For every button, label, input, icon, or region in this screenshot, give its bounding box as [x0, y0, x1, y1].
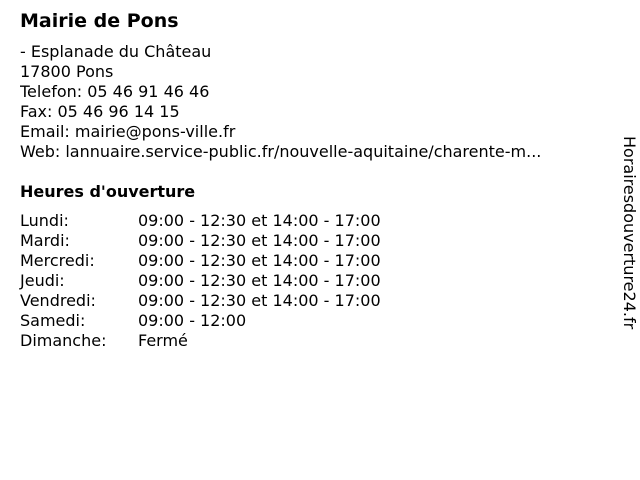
hours-row-tuesday [20, 231, 381, 251]
day-hours: 09:00 - 12:30 et 14:00 - 17:00 [138, 271, 381, 290]
hours-row-monday [20, 211, 381, 231]
fax-line: Fax: 05 46 96 14 15 [20, 102, 180, 121]
day-label: Lundi: [20, 211, 69, 230]
place-title: Mairie de Pons [20, 10, 179, 32]
address-block [20, 42, 610, 162]
hours-row-sunday [20, 331, 381, 351]
day-label: Samedi: [20, 311, 86, 330]
opening-hours-table [20, 211, 381, 351]
day-label: Dimanche: [20, 331, 107, 350]
web-line[interactable]: Web: lannuaire.service-public.fr/nouvelle-aquitaine/charente-m... [20, 142, 542, 161]
day-hours: 09:00 - 12:30 et 14:00 - 17:00 [138, 291, 381, 310]
day-hours: 09:00 - 12:30 et 14:00 - 17:00 [138, 231, 381, 250]
day-label: Jeudi: [20, 271, 65, 290]
day-hours: Fermé [138, 331, 188, 350]
opening-hours-heading: Heures d'ouverture [20, 182, 196, 201]
day-label: Mercredi: [20, 251, 95, 270]
email-line[interactable]: Email: mairie@pons-ville.fr [20, 122, 236, 141]
hours-row-friday [20, 291, 381, 311]
postal-city: 17800 Pons [20, 62, 114, 81]
street-address: - Esplanade du Château [20, 42, 212, 61]
hours-row-thursday [20, 271, 381, 291]
day-hours: 09:00 - 12:00 [138, 311, 247, 330]
day-hours: 09:00 - 12:30 et 14:00 - 17:00 [138, 251, 381, 270]
day-label: Mardi: [20, 231, 70, 250]
hours-row-wednesday [20, 251, 381, 271]
place-card [20, 8, 610, 351]
phone-line[interactable]: Telefon: 05 46 91 46 46 [20, 82, 210, 101]
hours-row-saturday [20, 311, 381, 331]
day-label: Vendredi: [20, 291, 96, 310]
day-hours: 09:00 - 12:30 et 14:00 - 17:00 [138, 211, 381, 230]
site-watermark: Horairesdouverture24.fr [620, 136, 639, 330]
